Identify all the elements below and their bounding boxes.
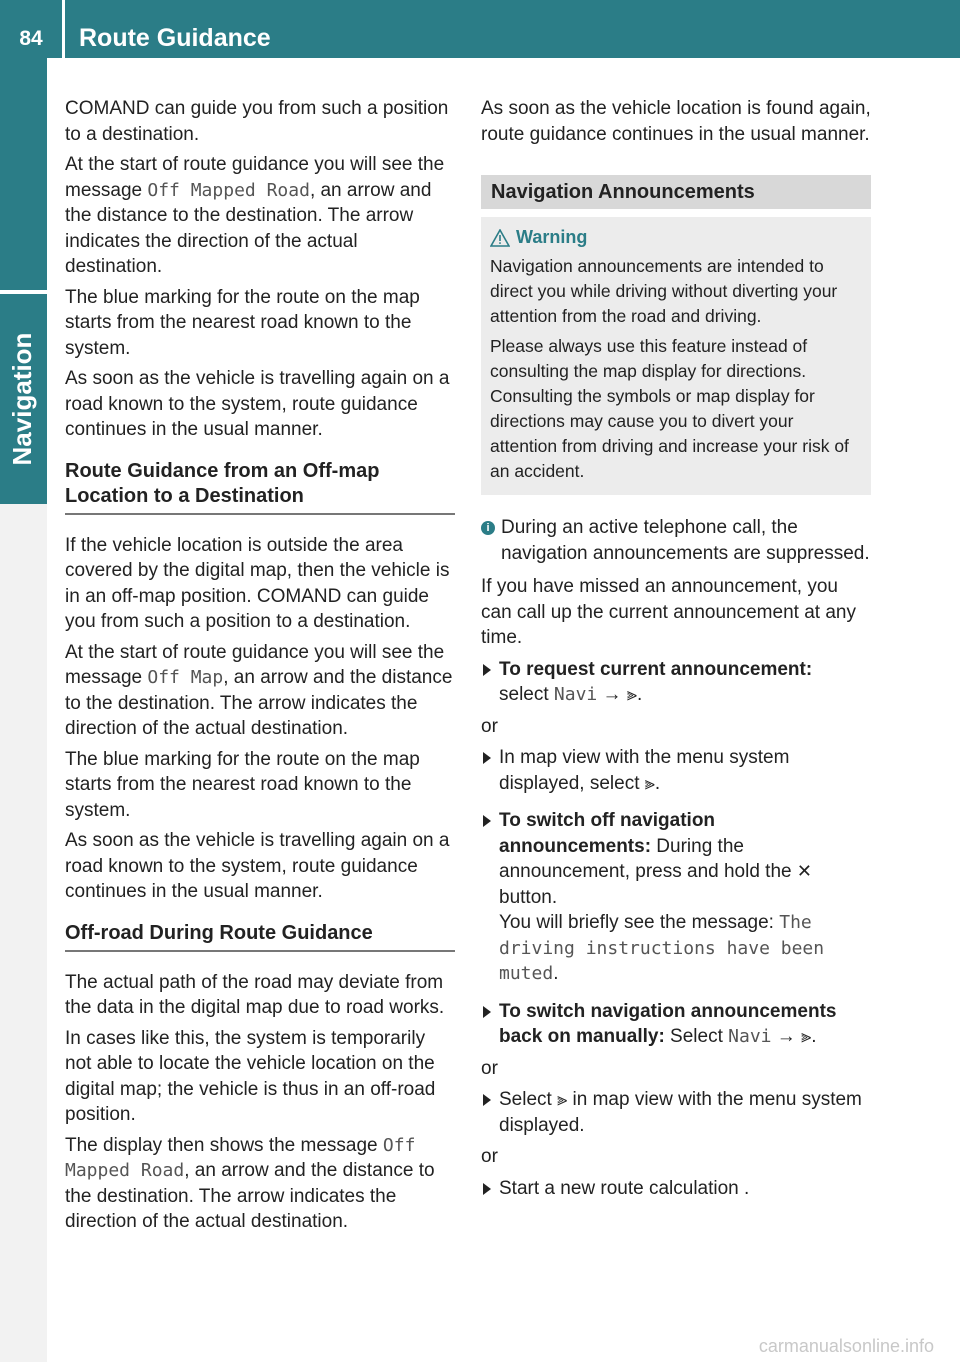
- page-number: 84: [19, 27, 43, 50]
- paragraph: The blue marking for the route on the map starts from the nearest road known to the system.: [65, 286, 420, 359]
- info-text: During an active telephone call, the navigation announcements are suppressed.: [501, 517, 870, 564]
- speaker-wave-icon: ⫸: [557, 1089, 568, 1110]
- warning-text: Please always use this feature instead of consulting the map display for directions. Consulting the symbols or map display for directions may cause you to divert your attention from driving and increase your risk of an accident.: [490, 336, 849, 481]
- info-icon: i: [481, 521, 495, 535]
- text: During the announcement, press and hold the: [499, 835, 797, 882]
- page-header: [0, 0, 960, 58]
- step-title: To switch off navigation announcements:: [499, 810, 716, 857]
- step-body: In map view with the menu system displayed, select ⫸.: [499, 747, 790, 794]
- paragraph: [65, 1133, 455, 1235]
- step-body: To request current announcement: select Navi → ⫸.: [499, 658, 813, 705]
- paragraph: If you have missed an announcement, you can call up the current announcement at any time.: [481, 576, 856, 648]
- step-body: To switch navigation announcements back on manually: Select Navi → ⫸.: [499, 1000, 837, 1047]
- instruction-step: [481, 1176, 871, 1202]
- watermark: carmanualsonline.info: [758, 1336, 934, 1356]
- text: , an arrow and the distance to the destination. The arrow indicates the direction of the actual destination.: [65, 179, 432, 277]
- warning-title: Warning: [516, 227, 588, 247]
- speaker-wave-icon: ⫸: [801, 1026, 812, 1047]
- warning-text: Navigation announcements are intended to direct you while driving without diverting your attention from the road and driving.: [490, 256, 838, 326]
- warning-triangle-icon: [490, 229, 510, 247]
- instruction-step: [481, 1087, 871, 1138]
- step-title: To switch navigation announcements back on manually:: [499, 1000, 837, 1047]
- subheading: Route Guidance from an Off-map Location to a Destination: [65, 459, 455, 515]
- step-arrow-icon: [483, 1183, 491, 1195]
- step-body: Start a new route calculation .: [499, 1177, 750, 1199]
- text: At the start of route guidance you will see the message: [65, 154, 445, 201]
- step-arrow-icon: [483, 1006, 491, 1018]
- text: button.: [499, 886, 558, 908]
- text: , an arrow and the distance to the destination. The arrow indicates the direction of the actual destination.: [65, 1160, 435, 1232]
- header-divider: [62, 0, 65, 58]
- display-message: Off Map: [147, 667, 224, 688]
- display-message: Off Mapped Road: [147, 179, 310, 201]
- instruction-step: [481, 808, 871, 987]
- step-arrow-icon: [483, 815, 491, 827]
- speaker-wave-icon: ⫸: [626, 684, 637, 705]
- side-tab-top: [0, 58, 47, 290]
- step-title: To request current announcement:: [499, 658, 813, 680]
- text: At the start of route guidance you will see the message: [65, 641, 445, 688]
- paragraph: As soon as the vehicle is travelling again on a road known to the system, route guidance continues in the usual manner.: [65, 830, 450, 902]
- speaker-wave-icon: ⫸: [644, 772, 655, 794]
- step-body: [499, 1087, 871, 1138]
- paragraph: As soon as the vehicle location is found again, route guidance continues in the usual manner.: [481, 98, 871, 145]
- display-message: The driving instructions have been muted: [499, 912, 825, 984]
- paragraph: As soon as the vehicle is travelling again on a road known to the system, route guidance continues in the usual manner.: [65, 368, 450, 440]
- info-note: [481, 515, 871, 566]
- text: Select: [499, 1089, 558, 1110]
- side-tab-label: Navigation: [7, 332, 37, 466]
- step-body: To switch off navigation announcements: During the announcement, press and hold the ✕ button. You will briefly see the message: The driving instructions have been muted.: [499, 810, 825, 984]
- text: You will briefly see the message:: [499, 912, 780, 933]
- text: in map view with the menu system displayed.: [499, 1089, 862, 1136]
- paragraph: In cases like this, the system is temporarily not able to locate the vehicle location on the digital map; the vehicle is thus in an off-road position.: [65, 1027, 436, 1125]
- text: The display then shows the message: [65, 1134, 383, 1156]
- mute-button-icon: ✕: [796, 861, 812, 882]
- paragraph: [65, 640, 455, 742]
- text: In map view with the menu system displayed, select: [499, 747, 790, 794]
- text: , an arrow and the distance to the destination. The arrow indicates the direction of the actual destination.: [65, 667, 453, 739]
- page-title: Route Guidance: [79, 24, 271, 52]
- right-column: [481, 96, 871, 1207]
- instruction-step: [481, 745, 871, 796]
- instruction-step: [481, 657, 871, 708]
- menu-item-code: Navi: [553, 684, 598, 705]
- text: →: [771, 1026, 802, 1047]
- subheading: Off-road During Route Guidance: [65, 921, 455, 952]
- display-message: Off Mapped Road: [65, 1134, 416, 1181]
- step-arrow-icon: [483, 752, 491, 764]
- paragraph: The actual path of the road may deviate from the data in the digital map due to road works.: [65, 971, 445, 1018]
- paragraph: If the vehicle location is outside the area covered by the digital map, then the vehicle is in an off-map position. COMAND can guide you from such a position to a destination.: [65, 534, 450, 632]
- paragraph: The blue marking for the route on the map starts from the nearest road known to the system.: [65, 748, 420, 821]
- paragraph: [65, 152, 455, 280]
- step-arrow-icon: [483, 664, 491, 676]
- warning-box: [481, 217, 871, 495]
- left-column: [65, 96, 455, 1240]
- warning-header: [490, 225, 862, 250]
- menu-item-code: Navi: [728, 1026, 772, 1047]
- step-arrow-icon: [483, 1094, 491, 1106]
- or-separator: or: [481, 1146, 498, 1167]
- or-separator: or: [481, 715, 498, 737]
- paragraph: COMAND can guide you from such a position to a destination.: [65, 98, 449, 145]
- side-tab-section: [0, 294, 47, 504]
- text: select: [499, 684, 554, 705]
- instruction-step: [481, 999, 871, 1050]
- section-heading: Navigation Announcements: [481, 175, 871, 209]
- or-separator: or: [481, 1057, 498, 1079]
- text: Select: [664, 1026, 729, 1047]
- text: →: [597, 684, 627, 705]
